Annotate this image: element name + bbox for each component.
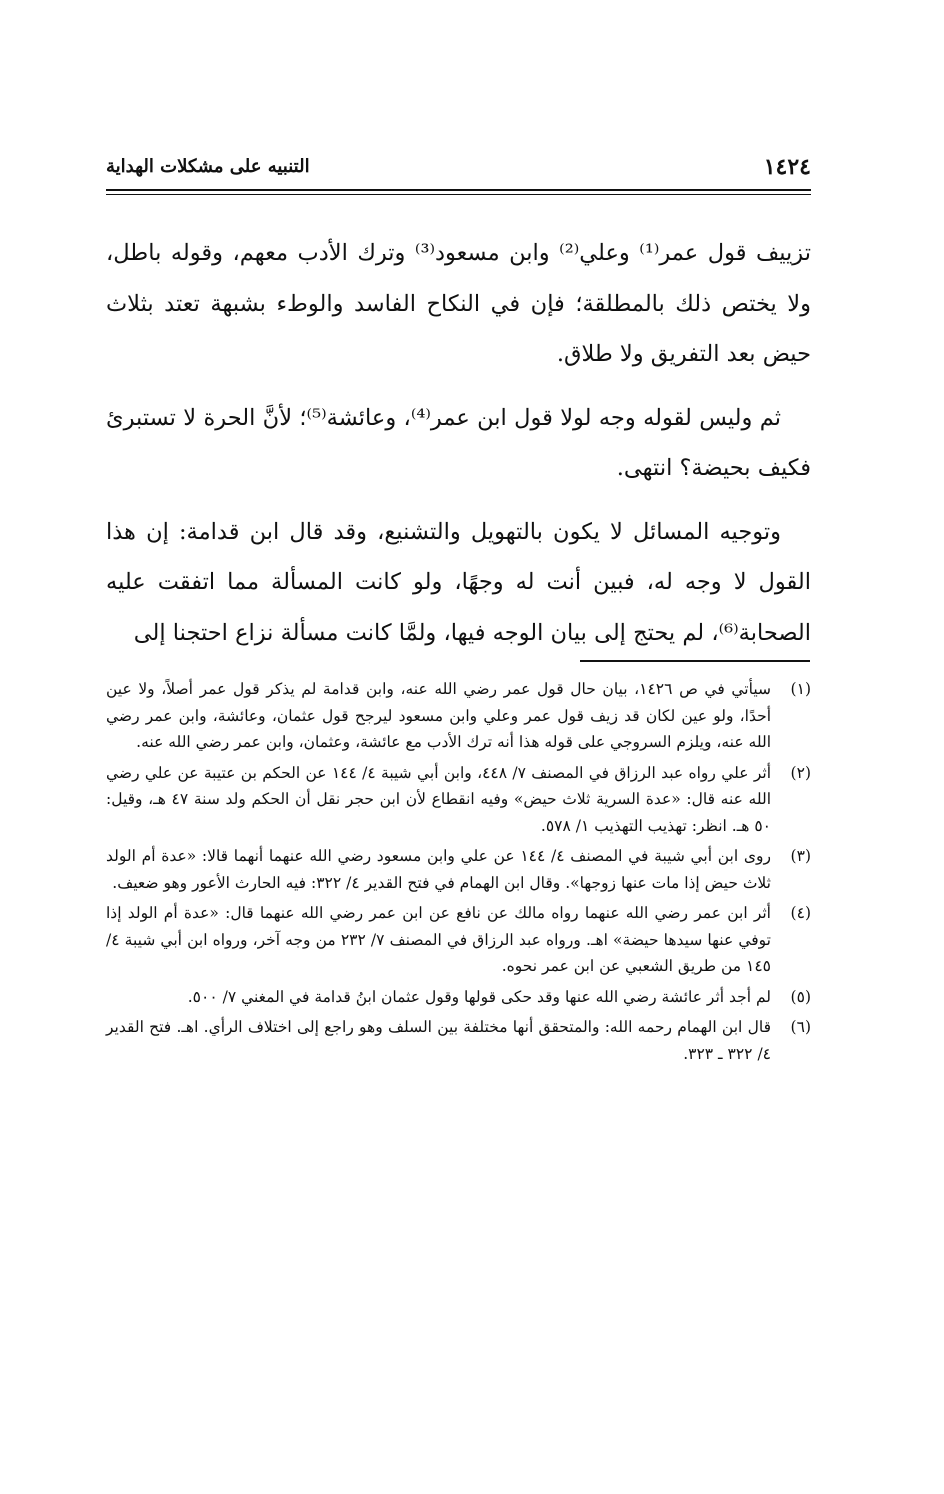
page-header: [106, 150, 811, 186]
footnote-1: [106, 676, 811, 756]
paragraph-2: ثم وليس لقوله وجه لولا قول ابن عمر⁽⁴⁾، وعائشة⁽⁵⁾؛ لأنَّ الحرة لا تستبرئ فكيف بحيضة؟ انتهى.: [106, 404, 811, 481]
main-text: [106, 228, 811, 671]
footnote-4: [106, 900, 811, 980]
footnote-number: (٤): [790, 904, 811, 922]
footnote-text: قال ابن الهمام رحمه الله: والمتحقق أنها مختلفة بين السلف وهو راجع إلى اختلاف الرأي. اهـ. فتح القدير ٤/ ٣٢٢ ـ ٣٢٣.: [106, 1018, 771, 1063]
footnote-text: أثر ابن عمر رضي الله عنهما رواه مالك عن نافع عن ابن عمر رضي الله عنهما قال: «عدة أم الولد إذا توفي عنها سيدها حيضة» اهـ. ورواه عبد الرزاق في المصنف ٧/ ٢٣٢ من وجه آخر، ورواه ابن أبي شيبة ٤/ ١٤٥ من طريق الشعبي عن ابن عمر نحوه.: [106, 904, 771, 975]
footnote-5: [106, 984, 811, 1011]
footnote-text: سيأتي في ص ١٤٢٦، بيان حال قول عمر رضي الله عنه، وابن قدامة لم يذكر قول عمر أصلاً، ولا عين أحدًا، ولو عين لكان قد زيف قول عمر وعلي وابن مسعود ليرجح قول عثمان، وعائشة، وابن عمر رضي الله عنه، ويلزم السروجي على قوله هذا أنه ترك الأدب مع عائشة، وعثمان، وابن عمر رضي الله عنه.: [106, 680, 771, 751]
footnote-number: (٦): [790, 1018, 811, 1036]
header-rule-thick: [106, 189, 811, 191]
footnote-separator: [580, 660, 810, 662]
header-rule-thin: [106, 194, 811, 195]
footnote-number: (٥): [790, 987, 811, 1006]
footnote-3: [106, 843, 811, 896]
footnotes: [106, 676, 811, 1071]
paragraph-1: تزييف قول عمر⁽¹⁾ وعلي⁽²⁾ وابن مسعود⁽³⁾ وترك الأدب معهم، وقوله باطل، ولا يختص ذلك بالمطلقة؛ فإن في النكاح الفاسد والوطء بشبهة تعتد بثلاث حيض بعد التفريق ولا طلاق.: [106, 240, 811, 367]
footnote-6: [106, 1014, 811, 1067]
footnote-2: [106, 760, 811, 840]
footnote-number: (٣): [790, 847, 811, 865]
footnote-text: أثر علي رواه عبد الرزاق في المصنف ٧/ ٤٤٨، وابن أبي شيبة ٤/ ١٤٤ عن الحكم بن عتيبة عن علي رضي الله عنه قال: «عدة السرية ثلاث حيض» وفيه انقطاع لأن ابن حجر نقل أن الحكم ولد سنة ٤٧ هـ، وقيل: ٥٠ هـ. انظر: تهذيب التهذيب ١/ ٥٧٨.: [106, 763, 772, 835]
page-number: ١٤٢٤: [763, 154, 811, 180]
footnote-number: (١): [790, 680, 811, 698]
footnote-text: روى ابن أبي شيبة في المصنف ٤/ ١٤٤ عن علي وابن مسعود رضي الله عنهما أنهما قالا: «عدة أم الولد ثلاث حيض إذا مات عنها زوجها». وقال ابن الهمام في فتح القدير ٤/ ٣٢٢: فيه الحارث الأعور وهو ضعيف.: [106, 847, 771, 892]
footnote-text: لم أجد أثر عائشة رضي الله عنها وقد حكى قولها وقول عثمان ابنُ قدامة في المغني ٧/ ٥٠٠.: [187, 987, 771, 1006]
running-title: التنبيه على مشكلات الهداية: [106, 156, 310, 177]
footnote-number: (٢): [790, 763, 811, 782]
paragraph-3: وتوجيه المسائل لا يكون بالتهويل والتشنيع، وقد قال ابن قدامة: إن هذا القول لا وجه له، فبين أنت له وجهًا، ولو كانت المسألة مما اتفقت عليه الصحابة⁽⁶⁾، لم يحتج إلى بيان الوجه فيها، ولمَّا كانت مسألة نزاع احتجنا إلى: [106, 518, 811, 646]
